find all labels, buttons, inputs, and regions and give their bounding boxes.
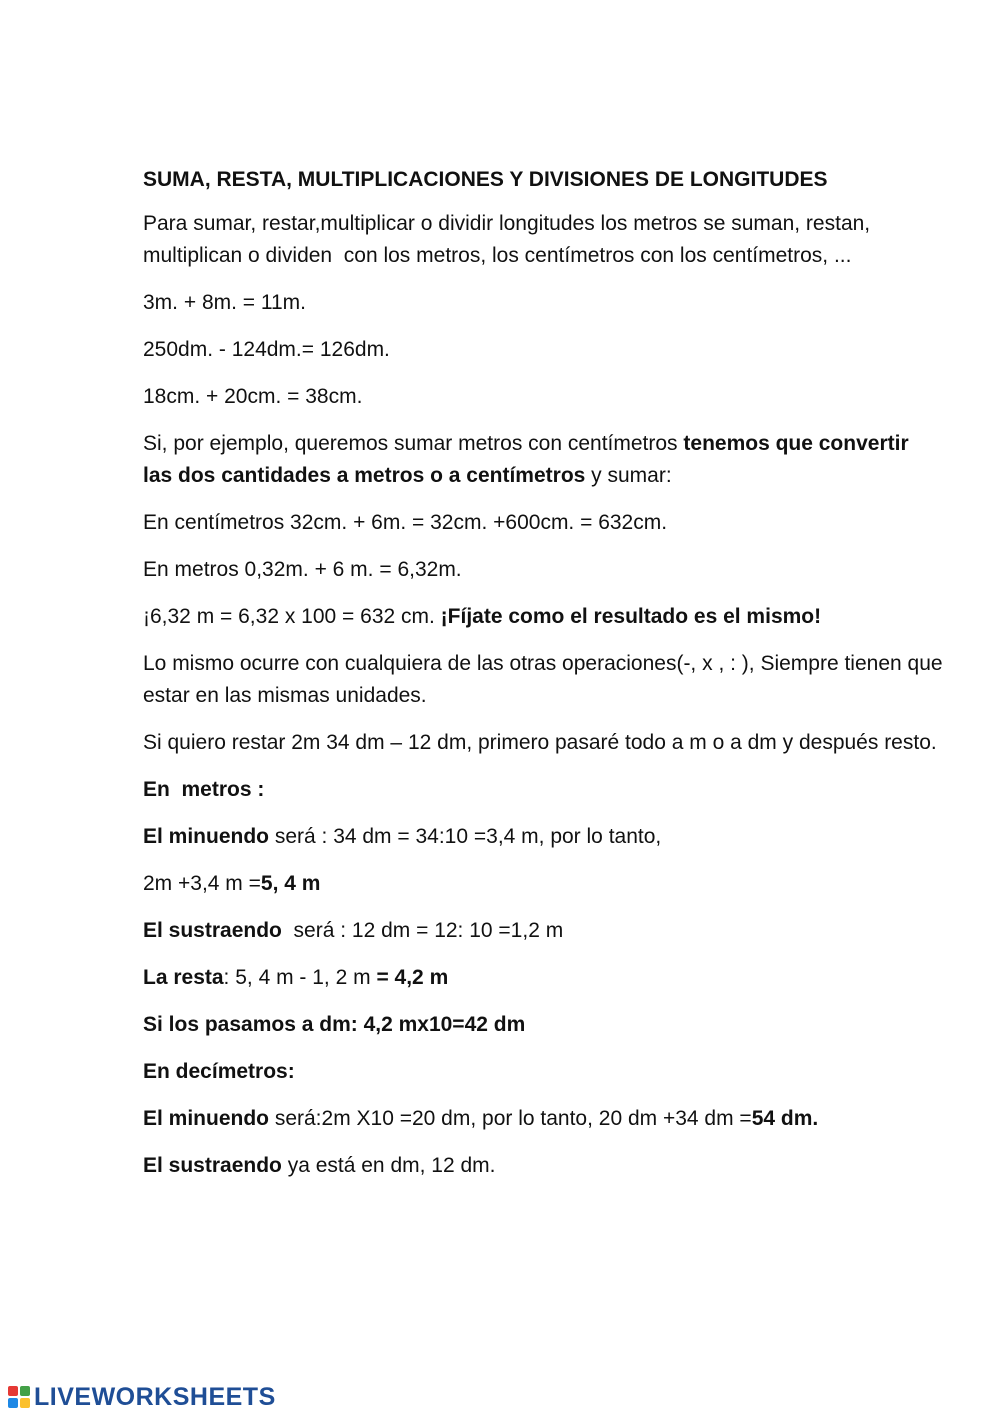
metros-heading-text: En metros : bbox=[143, 778, 265, 801]
convert-paragraph bbox=[143, 428, 943, 492]
convert-post: y sumar: bbox=[585, 464, 672, 487]
metros-heading bbox=[143, 774, 943, 806]
metros-sum bbox=[143, 868, 943, 900]
metros-resta bbox=[143, 962, 943, 994]
metros-line: En metros 0,32m. + 6 m. = 6,32m. bbox=[143, 558, 462, 581]
sustraendo-label: El sustraendo bbox=[143, 919, 282, 942]
dm-minuendo-text: será:2m X10 =20 dm, por lo tanto, 20 dm +34 dm = bbox=[269, 1107, 752, 1130]
dm-sustraendo-label: El sustraendo bbox=[143, 1154, 282, 1177]
resta-text: : 5, 4 m - 1, 2 m bbox=[223, 966, 377, 989]
convert-pre: Si, por ejemplo, queremos sumar metros con centímetros bbox=[143, 432, 684, 455]
metros-pasamos bbox=[143, 1009, 943, 1041]
metros-minuendo bbox=[143, 821, 943, 853]
metros-sustraendo bbox=[143, 915, 943, 947]
subtract-intro-paragraph: Si quiero restar 2m 34 dm – 12 dm, primero pasaré todo a m o a dm y después resto. bbox=[143, 731, 937, 754]
minuendo-label: El minuendo bbox=[143, 825, 269, 848]
document-body bbox=[143, 164, 949, 1197]
sustraendo-text: será : 12 dm = 12: 10 =1,2 m bbox=[281, 919, 564, 942]
dm-minuendo-label: El minuendo bbox=[143, 1107, 269, 1130]
same-units-paragraph: Lo mismo ocurre con cualquiera de las otras operaciones(-, x , : ), Siempre tienen que estar en las mismas unidades. bbox=[143, 652, 949, 707]
example-2: 250dm. - 124dm.= 126dm. bbox=[143, 338, 390, 361]
minuendo-text: será : 34 dm = 34:10 =3,4 m, por lo tanto, bbox=[269, 825, 662, 848]
footer-brand[interactable] bbox=[8, 1381, 276, 1413]
example-3: 18cm. + 20cm. = 38cm. bbox=[143, 385, 363, 408]
page-title: SUMA, RESTA, MULTIPLICACIONES Y DIVISIONES DE LONGITUDES bbox=[143, 168, 828, 191]
example-1: 3m. + 8m. = 11m. bbox=[143, 291, 307, 314]
resta-label: La resta bbox=[143, 966, 224, 989]
decimetros-heading-text: En decímetros: bbox=[143, 1060, 295, 1083]
check-pre: ¡6,32 m = 6,32 x 100 = 632 cm. bbox=[143, 605, 441, 628]
sum-pre: 2m +3,4 m = bbox=[143, 872, 261, 895]
dm-sustraendo-text: ya está en dm, 12 dm. bbox=[281, 1154, 496, 1177]
check-line bbox=[143, 601, 943, 633]
resta-bold: = 4,2 m bbox=[376, 966, 449, 989]
liveworksheets-logo-icon bbox=[8, 1386, 30, 1408]
brand-name: LIVEWORKSHEETS bbox=[34, 1382, 276, 1411]
check-bold: ¡Fíjate como el resultado es el mismo! bbox=[440, 605, 822, 628]
intro-paragraph: Para sumar, restar,multiplicar o dividir longitudes los metros se suman, restan, multiplican o dividen con los metros, los centímetros con los centímetros, ... bbox=[143, 212, 876, 267]
sum-bold: 5, 4 m bbox=[260, 872, 321, 895]
decimetros-heading bbox=[143, 1056, 943, 1088]
dm-minuendo-bold: 54 dm. bbox=[751, 1107, 819, 1130]
decimetros-minuendo bbox=[143, 1103, 943, 1135]
centimetros-line: En centímetros 32cm. + 6m. = 32cm. +600cm. = 632cm. bbox=[143, 511, 668, 534]
decimetros-sustraendo bbox=[143, 1150, 943, 1182]
pasamos-text: Si los pasamos a dm: 4,2 mx10=42 dm bbox=[143, 1013, 526, 1036]
convert-bold: tenemos que convertir las dos cantidades a metros o a centímetros bbox=[143, 432, 915, 487]
